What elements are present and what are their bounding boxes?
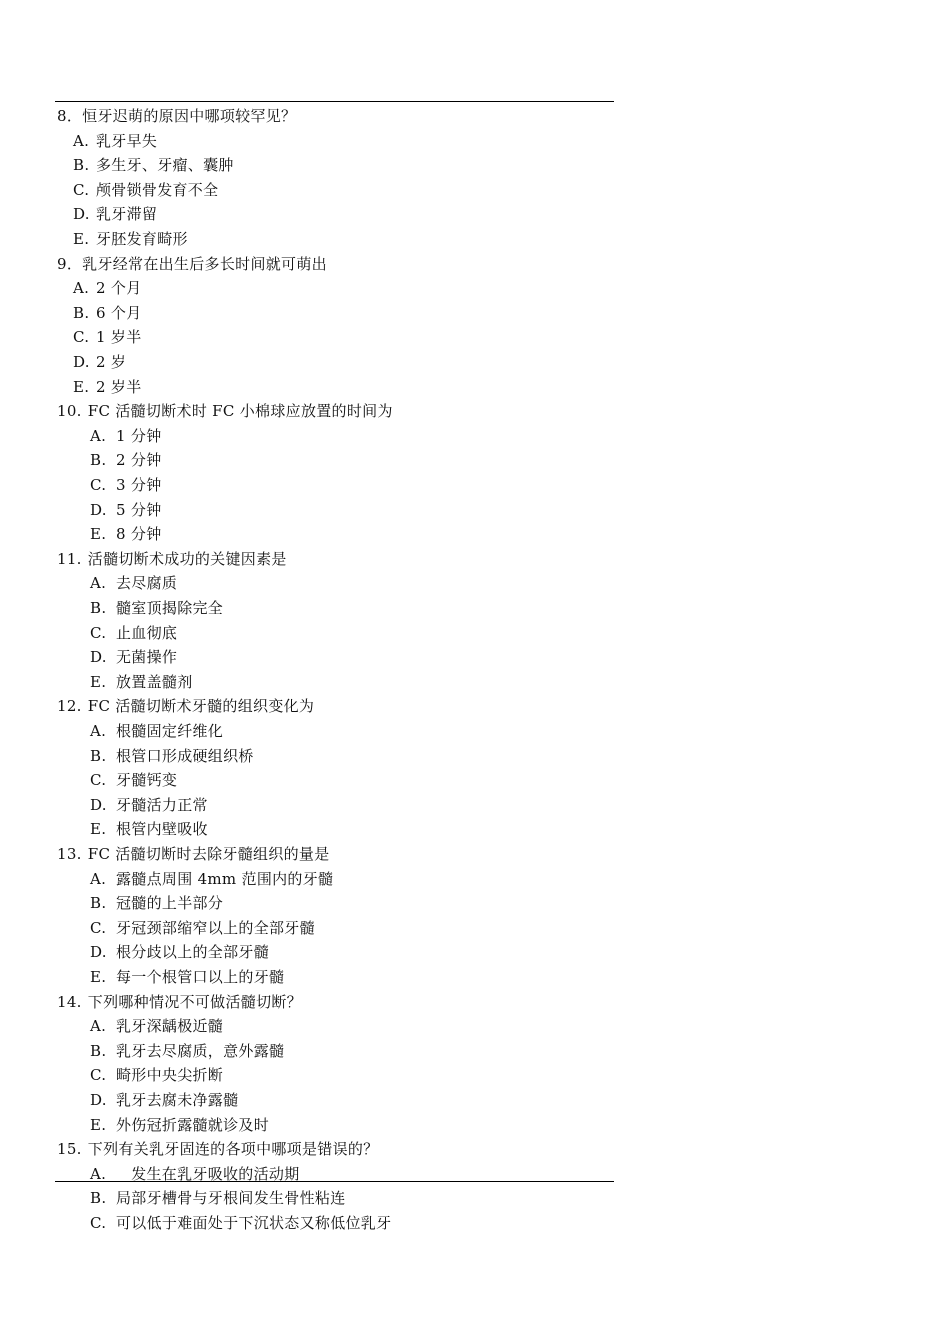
- answer-option: [90, 793, 208, 817]
- option-label: B.: [73, 156, 90, 175]
- option-text: 露髓点周围 4mm 范围内的牙髓: [116, 869, 334, 888]
- answer-option: [90, 940, 269, 964]
- question-text: FC 活髓切断术牙髓的组织变化为: [87, 697, 315, 716]
- question-text: FC 活髓切断时去除牙髓组织的量是: [87, 845, 330, 863]
- option-label: B.: [90, 746, 107, 765]
- answer-option: [90, 670, 193, 694]
- option-text: 1 岁半: [96, 328, 142, 347]
- question-number: 10.: [57, 402, 82, 421]
- option-text: 2 分钟: [116, 451, 162, 470]
- option-text: 乳牙去腐未净露髓: [116, 1091, 239, 1109]
- question-stem: [57, 1137, 378, 1161]
- option-text: 局部牙槽骨与牙根间发生骨性粘连: [116, 1189, 346, 1208]
- answer-option: [90, 1186, 346, 1210]
- question-stem: [57, 104, 296, 128]
- answer-option: [90, 448, 162, 472]
- option-text: 2 岁: [96, 353, 127, 371]
- answer-option: [90, 768, 177, 792]
- answer-option: [90, 891, 223, 915]
- option-label: A.: [90, 574, 107, 593]
- option-text: 根管口形成硬组织桥: [116, 746, 254, 765]
- option-text: 2 岁半: [96, 377, 142, 396]
- option-label: C.: [90, 1214, 107, 1232]
- option-text: 去尽腐质: [116, 574, 178, 593]
- answer-option: [73, 129, 157, 153]
- answer-option: [90, 424, 162, 448]
- option-label: D.: [90, 795, 107, 814]
- question-text: 恒牙迟萌的原因中哪项较罕见？: [82, 107, 297, 125]
- option-label: C.: [73, 328, 90, 347]
- question-number: 15.: [57, 1140, 82, 1159]
- answer-option: [90, 817, 208, 841]
- answer-option: [90, 1088, 238, 1112]
- option-label: A.: [90, 1164, 107, 1183]
- question-text: 乳牙经常在出生后多长时间就可萌出: [82, 254, 327, 273]
- option-text: 放置盖髓剂: [116, 672, 193, 691]
- question-number: 9．: [57, 254, 83, 273]
- option-label: C.: [73, 180, 90, 199]
- question-stem: [57, 990, 302, 1014]
- answer-option: [90, 473, 162, 497]
- option-text: 8 分钟: [116, 525, 162, 544]
- option-text: 3 分钟: [116, 476, 162, 494]
- answer-option: [73, 276, 142, 300]
- answer-option: [73, 178, 218, 202]
- option-label: D.: [90, 500, 107, 519]
- answer-option: [73, 153, 234, 177]
- question-text: 下列有关乳牙固连的各项中哪项是错误的？: [87, 1140, 379, 1159]
- answer-option: [90, 645, 177, 669]
- option-text: 牙冠颈部缩窄以上的全部牙髓: [116, 918, 315, 937]
- option-label: E.: [90, 820, 107, 839]
- answer-option: [90, 1113, 269, 1137]
- answer-option: [90, 1039, 284, 1063]
- option-text: 冠髓的上半部分: [116, 894, 224, 913]
- answer-option: [90, 1162, 300, 1186]
- option-label: C.: [90, 623, 107, 642]
- question-text: 下列哪种情况不可做活髓切断？: [87, 992, 302, 1011]
- answer-option: [73, 202, 157, 226]
- option-text: 6 个月: [96, 303, 142, 322]
- option-text: 乳牙早失: [96, 131, 158, 150]
- question-text: FC 活髓切断术时 FC 小棉球应放置的时间为: [87, 402, 393, 421]
- option-label: A.: [90, 869, 107, 888]
- option-label: A.: [90, 426, 107, 445]
- answer-option: [73, 227, 188, 251]
- option-label: E.: [73, 377, 90, 396]
- option-label: D.: [73, 205, 90, 224]
- option-text: 根管内壁吸收: [116, 820, 208, 839]
- question-number: 11.: [57, 549, 82, 568]
- header-rule: [55, 101, 614, 102]
- question-stem: [57, 399, 393, 423]
- option-label: B.: [73, 303, 90, 322]
- answer-option: [73, 375, 142, 399]
- option-label: D.: [73, 353, 90, 371]
- option-label: A.: [90, 1017, 107, 1036]
- question-text: 活髓切断术成功的关键因素是: [87, 549, 287, 568]
- option-label: B.: [90, 599, 107, 617]
- answer-option: [73, 325, 142, 349]
- option-text: 每一个根管口以上的牙髓: [116, 968, 285, 986]
- option-label: E.: [90, 525, 107, 544]
- option-text: 根分歧以上的全部牙髓: [116, 943, 270, 962]
- question-stem: [57, 252, 327, 276]
- answer-option: [73, 301, 142, 325]
- option-label: C.: [90, 476, 107, 494]
- option-text: 可以低于难面处于下沉状态又称低位乳牙: [116, 1214, 392, 1232]
- answer-option: [90, 719, 223, 743]
- question-number: 8．: [57, 107, 83, 125]
- option-text: 2 个月: [96, 279, 142, 298]
- option-text: 发生在乳牙吸收的活动期: [116, 1164, 300, 1183]
- answer-option: [90, 498, 162, 522]
- option-label: A.: [73, 131, 90, 150]
- option-label: C.: [90, 918, 107, 937]
- answer-option: [90, 1014, 223, 1038]
- answer-option: [90, 621, 177, 645]
- answer-option: [90, 1211, 391, 1235]
- question-stem: [57, 694, 314, 718]
- answer-option: [90, 1063, 223, 1087]
- option-label: E.: [90, 672, 107, 691]
- option-text: 多生牙、牙瘤、囊肿: [96, 156, 234, 175]
- option-label: E.: [90, 1115, 107, 1134]
- question-number: 12.: [57, 697, 82, 716]
- option-text: 畸形中央尖折断: [116, 1066, 224, 1085]
- option-label: B.: [90, 451, 107, 470]
- answer-option: [90, 916, 315, 940]
- option-label: D.: [90, 943, 107, 962]
- option-text: 外伤冠折露髓就诊及时: [116, 1115, 270, 1134]
- answer-option: [90, 522, 162, 546]
- option-label: E.: [73, 230, 90, 248]
- option-text: 乳牙滞留: [96, 205, 158, 224]
- option-text: 1 分钟: [116, 426, 162, 445]
- option-text: 牙髓钙变: [116, 771, 178, 790]
- option-text: 止血彻底: [116, 623, 178, 642]
- option-label: C.: [90, 771, 107, 790]
- answer-option: [90, 965, 284, 989]
- option-label: C.: [90, 1066, 107, 1085]
- question-stem: [57, 547, 287, 571]
- option-label: E.: [90, 968, 107, 986]
- option-text: 髓室顶揭除完全: [116, 599, 224, 617]
- option-label: B.: [90, 1041, 107, 1060]
- option-label: B.: [90, 1189, 107, 1208]
- answer-option: [90, 596, 223, 620]
- option-text: 无菌操作: [116, 648, 178, 667]
- answer-option: [90, 571, 177, 595]
- option-text: 乳牙深龋极近髓: [116, 1017, 224, 1036]
- answer-option: [73, 350, 126, 374]
- option-label: A.: [90, 722, 107, 740]
- question-number: 13.: [57, 845, 82, 863]
- question-number: 14.: [57, 992, 82, 1011]
- question-stem: [57, 842, 330, 866]
- option-text: 乳牙去尽腐质，意外露髓: [116, 1041, 285, 1060]
- answer-option: [90, 744, 254, 768]
- option-label: D.: [90, 1091, 107, 1109]
- option-text: 颅骨锁骨发育不全: [96, 180, 219, 199]
- option-label: B.: [90, 894, 107, 913]
- option-text: 根髓固定纤维化: [116, 722, 224, 740]
- option-text: 牙胚发育畸形: [96, 230, 188, 248]
- option-text: 5 分钟: [116, 500, 162, 519]
- option-text: 牙髓活力正常: [116, 795, 208, 814]
- option-label: D.: [90, 648, 107, 667]
- option-label: A.: [73, 279, 90, 298]
- answer-option: [90, 867, 333, 891]
